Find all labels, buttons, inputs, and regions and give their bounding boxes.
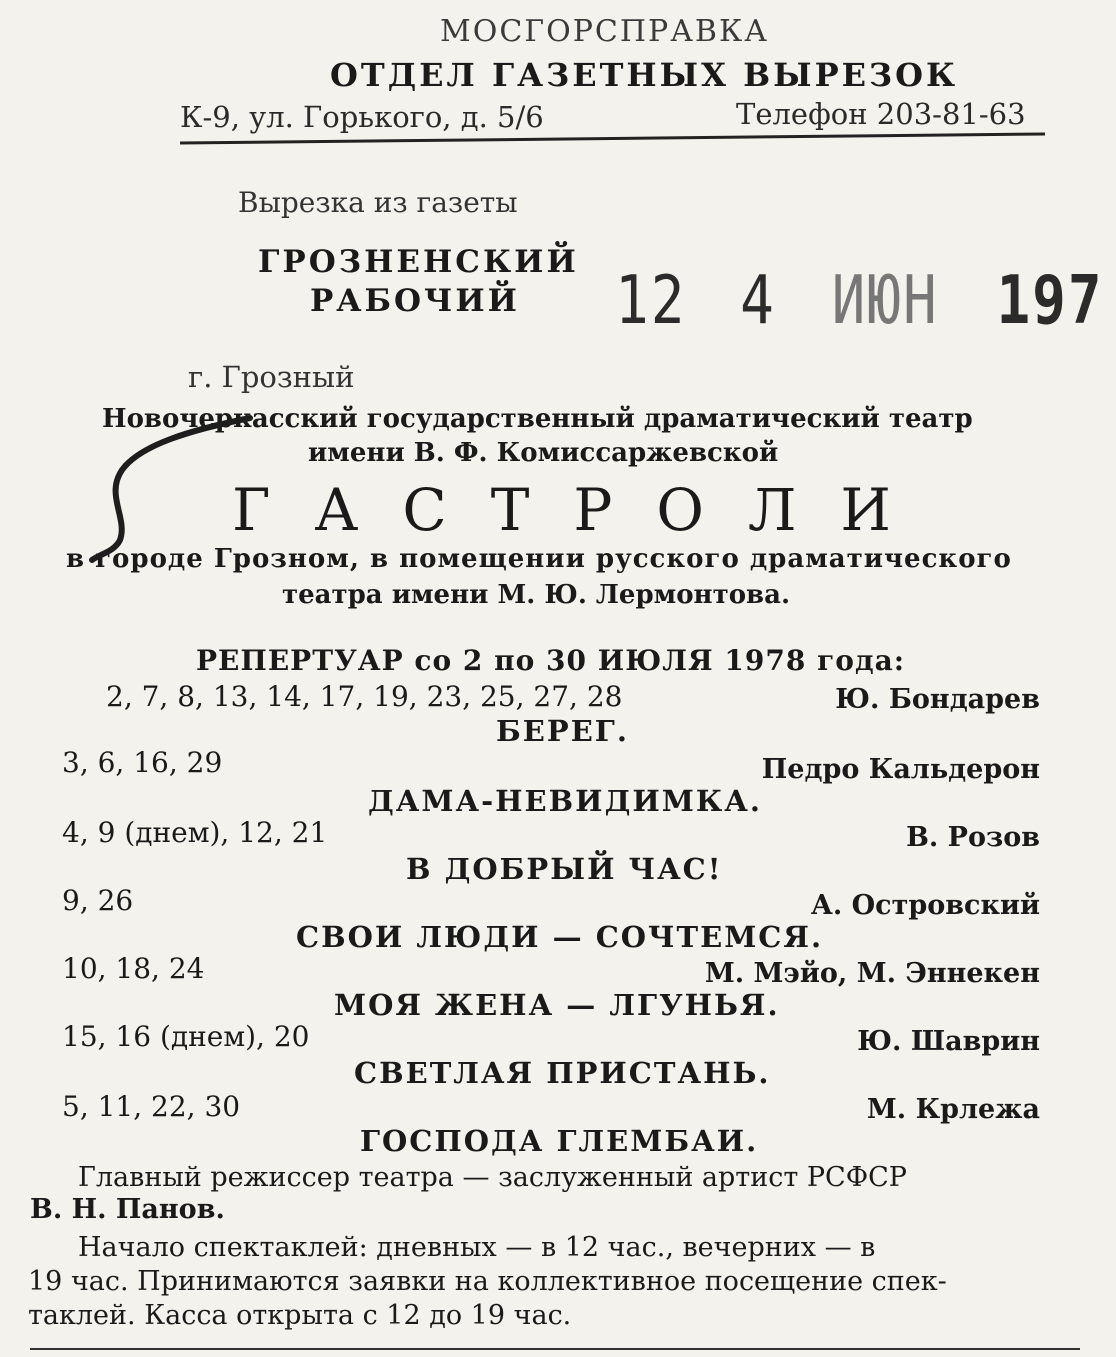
venue-line1: в городе Грозном, в помещении русского драматического [66,544,1012,574]
director-line1: Главный режиссер театра — заслуженный артист РСФСР [78,1162,907,1193]
repertoire-dates: 10, 18, 24 [62,952,205,985]
venue-line2: театра имени М. Ю. Лермонтова. [282,580,791,610]
repertoire-author: А. Островский [810,890,1040,921]
repertoire-play: СВЕТЛАЯ ПРИСТАНЬ. [354,1056,771,1090]
info-line2: 19 час. Принимаются заявки на коллективное посещение спек- [28,1266,947,1297]
repertoire-author: Ю. Бондарев [835,684,1040,715]
repertoire-dates: 3, 6, 16, 29 [62,746,223,779]
stamp-day2: 4 [740,262,776,340]
repertoire-author: М. Крлежа [866,1094,1040,1125]
stamp-year: 197 [996,262,1104,340]
repertoire-play: МОЯ ЖЕНА — ЛГУНЬЯ. [334,988,780,1022]
repertoire-dates: 4, 9 (днем), 12, 21 [62,816,328,849]
info-line3: таклей. Касса открыта с 12 до 19 час. [28,1300,572,1331]
repertoire-play: СВОИ ЛЮДИ — СОЧТЕМСЯ. [296,920,824,954]
agency-name: МОСГОРСПРАВКА [440,14,769,49]
repertoire-author: В. Розов [906,822,1040,853]
article-city: г. Грозный [188,360,355,394]
repertoire-heading: РЕПЕРТУАР со 2 по 30 ИЮЛЯ 1978 года: [196,644,906,677]
newspaper-name-line2: РАБОЧИЙ [310,283,520,319]
newspaper-name-line1: ГРОЗНЕНСКИЙ [258,244,579,280]
stamp-month: ИЮН [831,262,939,340]
info-line1: Начало спектаклей: дневных — в 12 час., вечерних — в [78,1232,876,1263]
department-name: ОТДЕЛ ГАЗЕТНЫХ ВЫРЕЗОК [330,56,959,94]
repertoire-dates: 15, 16 (днем), 20 [62,1020,310,1053]
repertoire-dates: 5, 11, 22, 30 [62,1090,241,1123]
stamp-day1: 12 [615,262,687,340]
theatre-name-line2: имени В. Ф. Комиссаржевской [308,438,779,468]
repertoire-dates: 9, 26 [62,884,134,917]
repertoire-play: В ДОБРЫЙ ЧАС! [406,852,723,886]
repertoire-author: Педро Кальдерон [761,754,1040,785]
clipping-label: Вырезка из газеты [238,186,518,219]
repertoire-author: М. Мэйо, М. Эннекен [704,958,1040,989]
agency-address: К-9, ул. Горького, д. 5/6 [180,100,544,134]
repertoire-play: ГОСПОДА ГЛЕМБАИ. [360,1124,759,1158]
repertoire-play: БЕРЕГ. [496,714,629,748]
theatre-name-line1: Новочеркасский государственный драматический театр [102,404,973,434]
agency-phone: Телефон 203-81-63 [736,97,1026,131]
repertoire-play: ДАМА-НЕВИДИМКА. [368,784,762,818]
article-title: ГАСТРОЛИ [232,476,935,544]
bottom-rule [30,1348,1080,1350]
repertoire-author: Ю. Шаврин [857,1026,1040,1057]
repertoire-dates: 2, 7, 8, 13, 14, 17, 19, 23, 25, 27, 28 [106,680,623,713]
director-line2: В. Н. Панов. [30,1194,225,1225]
